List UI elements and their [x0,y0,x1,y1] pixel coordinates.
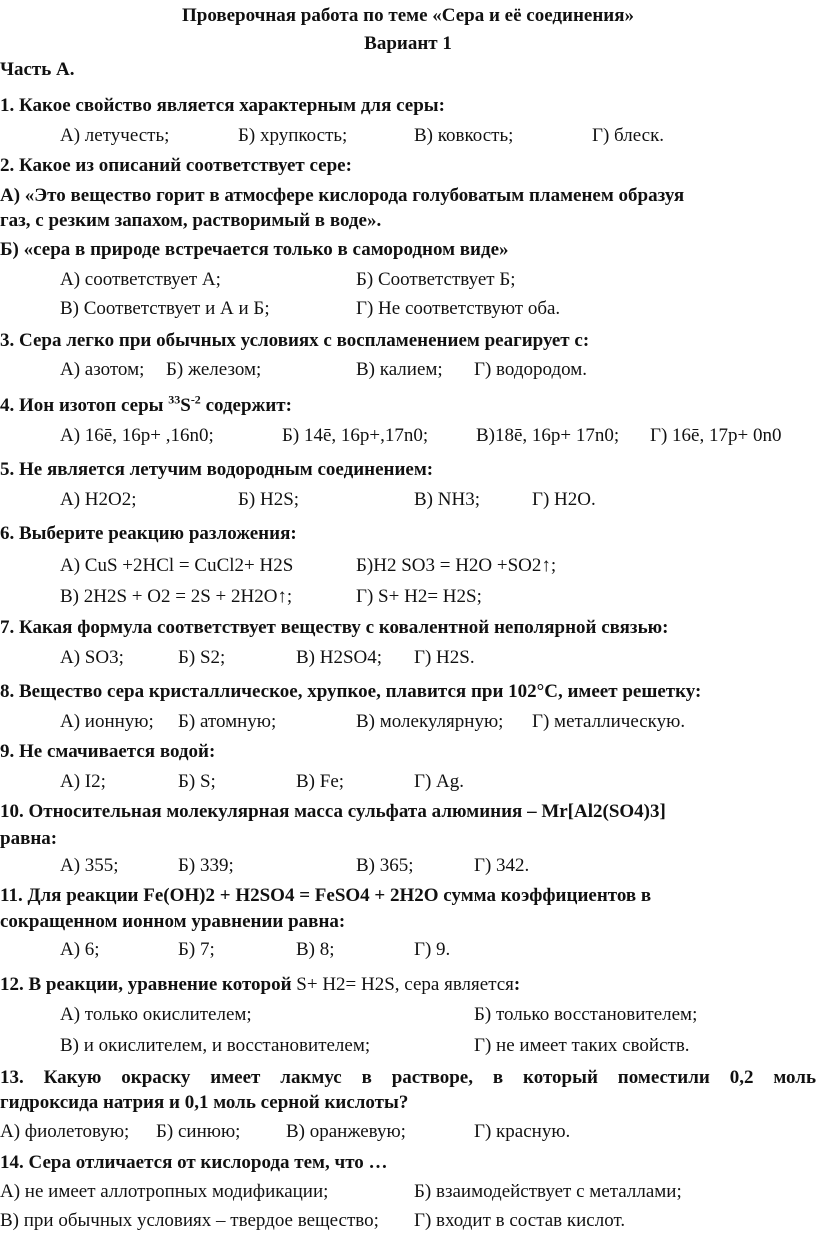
question-8-text: 8. Вещество сера кристаллическое, хрупкое, плавится при 102°С, имеет решетку: [0,681,702,702]
q4-option-d: Г) 16ē, 17p+ 0n0 [650,425,782,446]
q6-option-a: А) CuS +2HCl = CuCl2+ H2S [60,555,294,576]
q6-option-d: Г) S+ H2= H2S; [356,586,482,607]
q8-option-c: В) молекулярную; [356,711,504,732]
q9-option-d: Г) Ag. [414,771,465,792]
question-5-text: 5. Не является летучим водородным соединением: [0,459,434,480]
question-2-text: 2. Какое из описаний соответствует сере: [0,155,352,176]
question-14-text: 14. Сера отличается от кислорода тем, что … [0,1152,388,1173]
q9-option-c: В) Fe; [296,771,345,792]
q12-option-a: А) только окислителем; [60,1004,252,1025]
q12-equation: S+ H2= H2S, сера является [296,974,514,995]
q6-option-b: Б)H2 SO3 = H2O +SO2↑; [356,555,557,576]
question-11-text-line1: 11. Для реакции Fe(OH)2 + H2SO4 = FeSO4 + 2H2O сумма коэффициентов в [0,885,652,906]
q7-option-a: А) SO3; [60,647,124,668]
q2-option-d: Г) Не соответствуют оба. [356,298,561,319]
question-1-text: 1. Какое свойство является характерным для серы: [0,95,445,116]
q10-option-a: А) 355; [60,855,119,876]
q8-option-a: А) ионную; [60,711,154,732]
q5-option-a: А) H2O2; [60,489,137,510]
q3-option-c: В) калием; [356,359,443,380]
q3-option-a: А) азотом; [60,359,145,380]
question-13-text-line1: 13. Какую окраску имеет лакмус в растворе, в который поместили 0,2 моль [0,1067,816,1088]
q14-option-c: В) при обычных условиях – твердое вещество; [0,1210,379,1231]
q3-option-b: Б) железом; [166,359,262,380]
q2-description-a-line1: А) «Это вещество горит в атмосфере кислорода голубоватым пламенем образуя [0,185,685,206]
q1-option-a: А) летучесть; [60,125,170,146]
q12-option-b: Б) только восстановителем; [474,1004,698,1025]
q2-description-b: Б) «сера в природе встречается только в самородном виде» [0,239,509,260]
q3-option-d: Г) водородом. [474,359,588,380]
question-4-text [0,392,292,416]
q5-option-b: Б) H2S; [238,489,300,510]
question-3-text: 3. Сера легко при обычных условиях с воспламенением реагирует с: [0,330,590,351]
question-13-text-line2: гидроксида натрия и 0,1 моль серной кислоты? [0,1092,409,1113]
q10-option-b: Б) 339; [178,855,234,876]
q2-option-a: А) соответствует А; [60,269,221,290]
variant-label: Вариант 1 [364,33,452,54]
q11-option-a: А) 6; [60,939,100,960]
q5-option-d: Г) H2O. [532,489,596,510]
question-7-text: 7. Какая формула соответствует веществу с ковалентной неполярной связью: [0,617,669,638]
question-12-text [0,975,520,994]
q7-option-d: Г) H2S. [414,647,475,668]
q4-text-end: содержит: [200,395,292,416]
q4-mass-number: 33 [168,392,181,407]
question-6-text: 6. Выберите реакцию разложения: [0,523,297,544]
q11-option-b: Б) 7; [178,939,215,960]
q4-option-b: Б) 14ē, 16p+,17n0; [282,425,429,446]
q12-option-d: Г) не имеет таких свойств. [474,1035,690,1056]
q14-option-a: А) не имеет аллотропных модификации; [0,1181,329,1202]
question-10-text-line2: равна: [0,828,58,849]
q10-option-c: В) 365; [356,855,414,876]
q1-option-d: Г) блеск. [592,125,665,146]
document-title: Проверочная работа по теме «Сера и её соединения» [181,5,635,26]
q4-text-start: 4. Ион изотоп серы [0,395,169,416]
q2-description-a-line2: газ, с резким запахом, растворимый в воде». [0,210,382,231]
q4-charge: -2 [190,392,201,407]
q13-option-d: Г) красную. [474,1121,571,1142]
q2-option-b: Б) Соответствует Б; [356,269,516,290]
question-10-text-line1: 10. Относительная молекулярная масса сульфата алюминия – Mr[Al2(SO4)3] [0,801,666,822]
q14-option-d: Г) входит в состав кислот. [414,1210,626,1231]
q12-colon: : [513,974,521,995]
q4-option-a: А) 16ē, 16p+ ,16n0; [60,425,214,446]
q13-option-b: Б) синюю; [156,1121,241,1142]
question-11-text-line2: сокращенном ионном уравнении равна: [0,911,346,932]
q8-option-b: Б) атомную; [178,711,277,732]
q11-option-d: Г) 9. [414,939,451,960]
q7-option-b: Б) S2; [178,647,226,668]
part-label: Часть А. [0,59,75,80]
q7-option-c: В) H2SO4; [296,647,383,668]
q1-option-c: В) ковкость; [414,125,514,146]
q12-text-bold: 12. В реакции, уравнение которой [0,974,297,995]
q4-symbol: S [180,395,191,416]
q8-option-d: Г) металлическую. [532,711,686,732]
q13-option-a: А) фиолетовую; [0,1121,130,1142]
q2-option-c: В) Соответствует и А и Б; [60,298,270,319]
q9-option-a: А) I2; [60,771,106,792]
q4-option-c: В)18ē, 16p+ 17n0; [476,425,620,446]
q9-option-b: Б) S; [178,771,216,792]
q6-option-c: В) 2H2S + O2 = 2S + 2H2O↑; [60,586,293,607]
q14-option-b: Б) взаимодействует с металлами; [414,1181,682,1202]
q13-option-c: В) оранжевую; [286,1121,406,1142]
q5-option-c: В) NH3; [414,489,480,510]
q12-option-c: В) и окислителем, и восстановителем; [60,1035,371,1056]
q11-option-c: В) 8; [296,939,335,960]
q1-option-b: Б) хрупкость; [238,125,348,146]
question-9-text: 9. Не смачивается водой: [0,741,216,762]
q10-option-d: Г) 342. [474,855,530,876]
